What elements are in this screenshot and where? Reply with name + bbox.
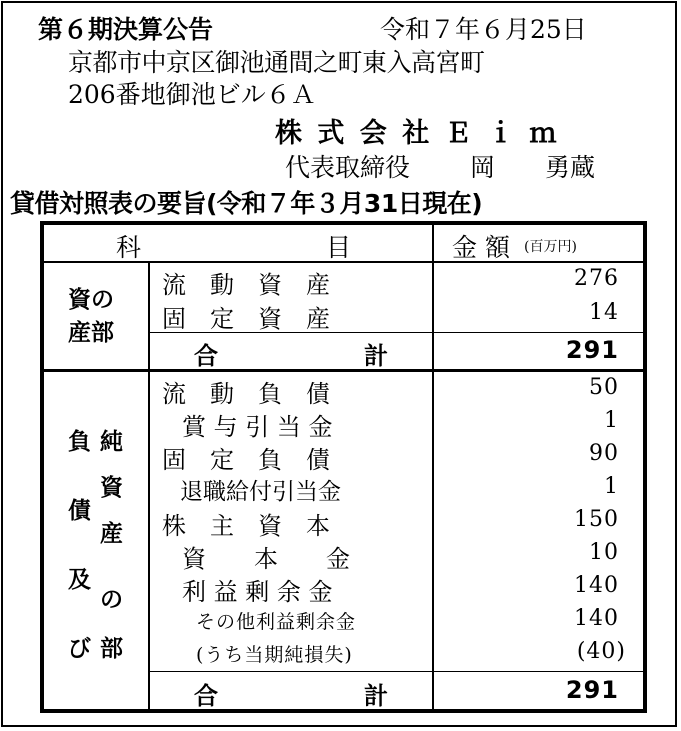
assets-label-line1: 資の (68, 287, 114, 313)
net-assets-label-char: 純 (100, 429, 123, 455)
liab-row-value: 1 (604, 474, 619, 499)
representative-title: 代表取締役 (285, 153, 411, 182)
liab-row-label: 資 本 金 (182, 545, 350, 573)
liab-row-label: 固 定 負 債 (162, 446, 330, 474)
liab-label-char: 債 (68, 498, 91, 524)
liabilities-total-line (148, 671, 643, 672)
assets-label-line2: 産部 (68, 320, 114, 346)
net-assets-label-char: の (100, 587, 123, 613)
liab-row-value: 90 (589, 441, 619, 466)
liab-row-value: 10 (589, 540, 619, 565)
assets-row-label: 流 動 資 産 (162, 271, 330, 299)
liab-total-label-2: 計 (364, 682, 388, 710)
liab-total-label: 合 (194, 682, 218, 710)
header-item-1: 科 (116, 233, 142, 262)
representative-name: 岡 勇蔵 (470, 153, 596, 182)
liab-row-value: 150 (574, 507, 619, 532)
liab-label-char: び (68, 636, 91, 662)
assets-total-value: 291 (565, 336, 619, 364)
assets-section-divider (44, 369, 643, 372)
header-unit: (百万円) (524, 239, 577, 255)
net-assets-label-char: 資 (100, 475, 123, 501)
liab-label-char: 負 (68, 429, 91, 455)
balance-sheet-table (40, 221, 647, 713)
section-label-divider (148, 263, 150, 709)
liab-row-value: (40) (576, 639, 626, 664)
liab-total-value: 291 (565, 676, 619, 704)
amount-column-divider (432, 225, 434, 709)
header-item-2: 目 (326, 233, 352, 262)
liab-row-label: 株 主 資 本 (162, 512, 330, 540)
liab-row-label: 流 動 負 債 (162, 380, 330, 408)
notice-title: 第６期決算公告 (38, 15, 214, 44)
liab-row-value: 140 (574, 606, 619, 631)
liab-row-label: その他利益剰余金 (196, 611, 357, 633)
liab-row-label: 利 益 剰 余 金 (182, 578, 333, 606)
assets-total-label: 合 (194, 342, 218, 370)
liab-row-label: (うち当期純損失) (196, 644, 353, 666)
liab-row-label: 退職給付引当金 (180, 479, 341, 505)
company-address-line1: 京都市中京区御池通間之町東入高宮町 (68, 48, 485, 77)
liab-row-value: 1 (604, 408, 619, 433)
liab-row-value: 50 (589, 375, 619, 400)
assets-row-value: 276 (574, 266, 619, 291)
liab-row-value: 140 (574, 573, 619, 598)
assets-row-label: 固 定 資 産 (162, 305, 330, 333)
header-amount: 金 額 (452, 233, 510, 262)
assets-total-label-2: 計 (364, 342, 388, 370)
liab-row-label: 賞 与 引 当 金 (182, 413, 333, 441)
net-assets-label-char: 部 (100, 636, 123, 662)
balance-sheet-title: 貸借対照表の要旨(令和７年３月31日現在) (10, 189, 483, 218)
assets-row-value: 14 (589, 300, 619, 325)
liab-label-char: 及 (68, 567, 91, 593)
net-assets-label-char: 産 (100, 521, 123, 547)
company-name: 株 式 会 社 Ｅ ｉ ｍ (275, 118, 560, 149)
notice-date: 令和７年６月25日 (380, 15, 587, 44)
company-address-line2: 206番地御池ビル６Ａ (68, 80, 316, 109)
